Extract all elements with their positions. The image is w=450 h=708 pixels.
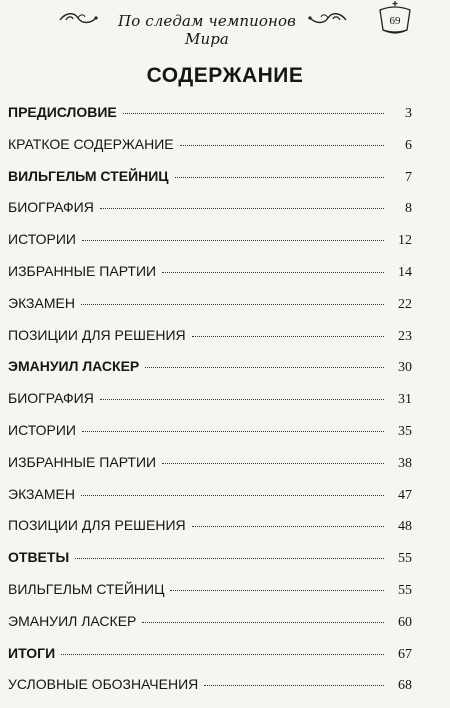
dot-leader — [175, 177, 384, 178]
toc-entry-label: ИСТОРИИ — [8, 421, 76, 438]
toc-entry-page: 47 — [398, 487, 412, 503]
running-title: По следам чемпионов Мира — [118, 12, 296, 48]
toc-entry — [8, 517, 412, 549]
toc-entry-page: 12 — [398, 233, 412, 249]
toc-entry — [8, 486, 412, 518]
toc-entry-label: ВИЛЬГЕЛЬМ СТЕЙНИЦ — [8, 580, 165, 597]
toc-entry-page: 3 — [405, 106, 412, 121]
toc-entry-page: 67 — [398, 646, 412, 662]
toc-entry-label: ЭМАНУИЛ ЛАСКЕР — [8, 612, 137, 629]
table-of-contents — [8, 104, 412, 708]
toc-entry-label: БИОГРАФИЯ — [8, 390, 94, 407]
toc-entry-label: ИТОГИ — [8, 644, 56, 661]
toc-entry-page: 14 — [398, 264, 412, 280]
dot-leader — [180, 145, 384, 146]
toc-entry — [8, 136, 412, 168]
toc-entry-page: 48 — [398, 519, 412, 535]
toc-entry — [8, 168, 412, 200]
toc-entry — [8, 104, 412, 136]
toc-entry — [8, 549, 412, 581]
toc-entry — [8, 199, 412, 231]
toc-entry-label: ЭКЗАМЕН — [8, 485, 75, 502]
toc-entry-label: ЭКЗАМЕН — [8, 294, 75, 311]
dot-leader — [123, 113, 384, 114]
toc-entry-page: 22 — [398, 296, 412, 312]
dot-leader — [192, 336, 384, 337]
toc-title: СОДЕРЖАНИЕ — [146, 64, 304, 87]
toc-entry-label: ИСТОРИИ — [8, 231, 76, 248]
toc-entry-page: 30 — [398, 360, 412, 376]
dot-leader — [100, 399, 384, 400]
toc-entry — [8, 263, 412, 295]
toc-entry — [8, 422, 412, 454]
toc-entry-page: 31 — [398, 392, 412, 408]
toc-entry-label: УСЛОВНЫЕ ОБОЗНАЧЕНИЯ — [8, 676, 199, 693]
toc-entry-page: 55 — [398, 582, 412, 598]
page-number: 69 — [389, 15, 401, 27]
toc-entry-page: 6 — [405, 137, 412, 153]
toc-entry — [8, 454, 412, 486]
dot-leader — [81, 304, 384, 305]
dot-leader — [192, 526, 384, 527]
toc-entry-label: ПОЗИЦИИ ДЛЯ РЕШЕНИЯ — [8, 517, 186, 534]
toc-entry-label: ПРЕДИСЛОВИЕ — [8, 104, 117, 120]
toc-entry-page: 35 — [398, 423, 412, 439]
toc-entry-label: ОТВЕТЫ — [8, 549, 70, 566]
toc-entry — [8, 645, 412, 677]
dot-leader — [81, 495, 384, 496]
dot-leader — [82, 431, 384, 432]
page-header — [0, 0, 450, 46]
toc-entry-label: ИЗБРАННЫЕ ПАРТИИ — [8, 262, 157, 279]
toc-entry — [8, 676, 412, 708]
toc-entry-page: 60 — [398, 614, 412, 630]
toc-entry-label: ИЗБРАННЫЕ ПАРТИИ — [8, 453, 157, 470]
dot-leader — [61, 654, 384, 655]
toc-entry-page: 55 — [398, 551, 412, 567]
toc-entry — [8, 231, 412, 263]
dot-leader — [75, 558, 384, 559]
toc-entry-label: ПОЗИЦИИ ДЛЯ РЕШЕНИЯ — [8, 326, 186, 343]
dot-leader — [162, 463, 384, 464]
toc-entry-page: 8 — [405, 201, 412, 217]
right-flourish-ornament-icon — [308, 10, 348, 28]
dot-leader — [100, 208, 384, 209]
dot-leader — [170, 590, 384, 591]
toc-entry-page: 7 — [405, 169, 412, 185]
toc-entry — [8, 327, 412, 359]
toc-entry-page: 23 — [398, 328, 412, 344]
dot-leader — [82, 240, 384, 241]
toc-entry — [8, 390, 412, 422]
toc-entry-label: ЭМАНУИЛ ЛАСКЕР — [8, 358, 140, 375]
toc-entry-page: 38 — [398, 455, 412, 471]
left-flourish-ornament-icon — [58, 10, 98, 28]
toc-entry-label: КРАТКОЕ СОДЕРЖАНИЕ — [8, 135, 174, 152]
toc-entry-label: ВИЛЬГЕЛЬМ СТЕЙНИЦ — [8, 167, 169, 184]
toc-entry-label: БИОГРАФИЯ — [8, 199, 94, 216]
toc-entry — [8, 295, 412, 327]
dot-leader — [145, 367, 384, 368]
toc-entry — [8, 358, 412, 390]
dot-leader — [162, 272, 384, 273]
toc-entry — [8, 581, 412, 613]
toc-entry-page: 68 — [398, 678, 412, 694]
toc-entry — [8, 613, 412, 645]
dot-leader — [204, 685, 384, 686]
dot-leader — [142, 622, 384, 623]
